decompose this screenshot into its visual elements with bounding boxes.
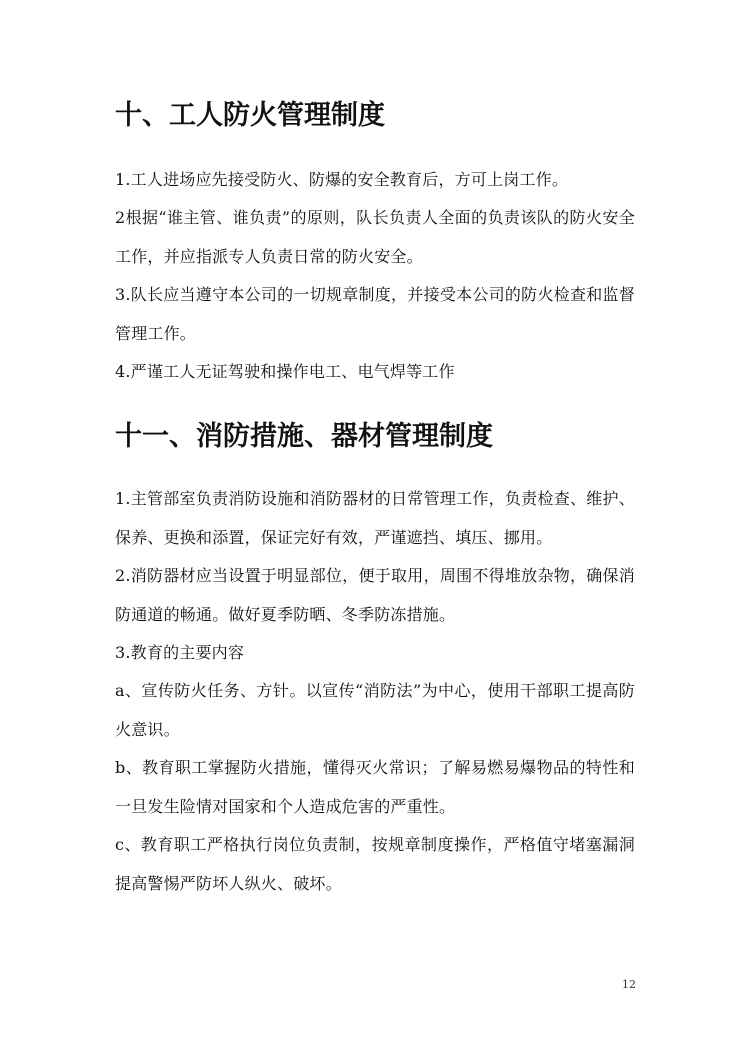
paragraph-item: a、宣传防火任务、方针。以宣传“消防法”为中心，使用干部职工提高防火意识。: [115, 681, 635, 739]
paragraph-item: 2.消防器材应当设置于明显部位，便于取用，周围不得堆放杂物，确保消防通道的畅通。做好夏季防晒、冬季防冻措施。: [115, 566, 635, 624]
paragraph-item: 3.教育的主要内容: [115, 643, 245, 662]
section-title-fire-equipment: 十一、消防措施、器材管理制度: [115, 421, 493, 452]
paragraph-item: 4.严谨工人无证驾驶和操作电工、电气焊等工作: [115, 362, 455, 381]
paragraph-item: c、教育职工严格执行岗位负责制，按规章制度操作，严格值守堵塞漏洞提高警惕严防坏人纵火、破坏。: [115, 835, 635, 893]
page-number: 12: [622, 978, 636, 991]
paragraph-item: 3.队长应当遵守本公司的一切规章制度，并接受本公司的防火检查和监督管理工作。: [115, 285, 635, 343]
paragraph-item: 2根据“谁主管、谁负责”的原则，队长负责人全面的负责该队的防火安全工作，并应指派专人负责日常的防火安全。: [115, 208, 635, 266]
section-title-fire-management: 十、工人防火管理制度: [115, 100, 385, 131]
paragraph-item: 1.工人进场应先接受防火、防爆的安全教育后，方可上岗工作。: [115, 170, 569, 189]
paragraph-item: b、教育职工掌握防火措施，懂得灭火常识；了解易燃易爆物品的特性和一旦发生险情对国家和个人造成危害的严重性。: [115, 758, 635, 816]
paragraph-item: 1.主管部室负责消防设施和消防器材的日常管理工作，负责检查、维护、保养、更换和添置，保证完好有效，严谨遮挡、填压、挪用。: [115, 489, 635, 547]
